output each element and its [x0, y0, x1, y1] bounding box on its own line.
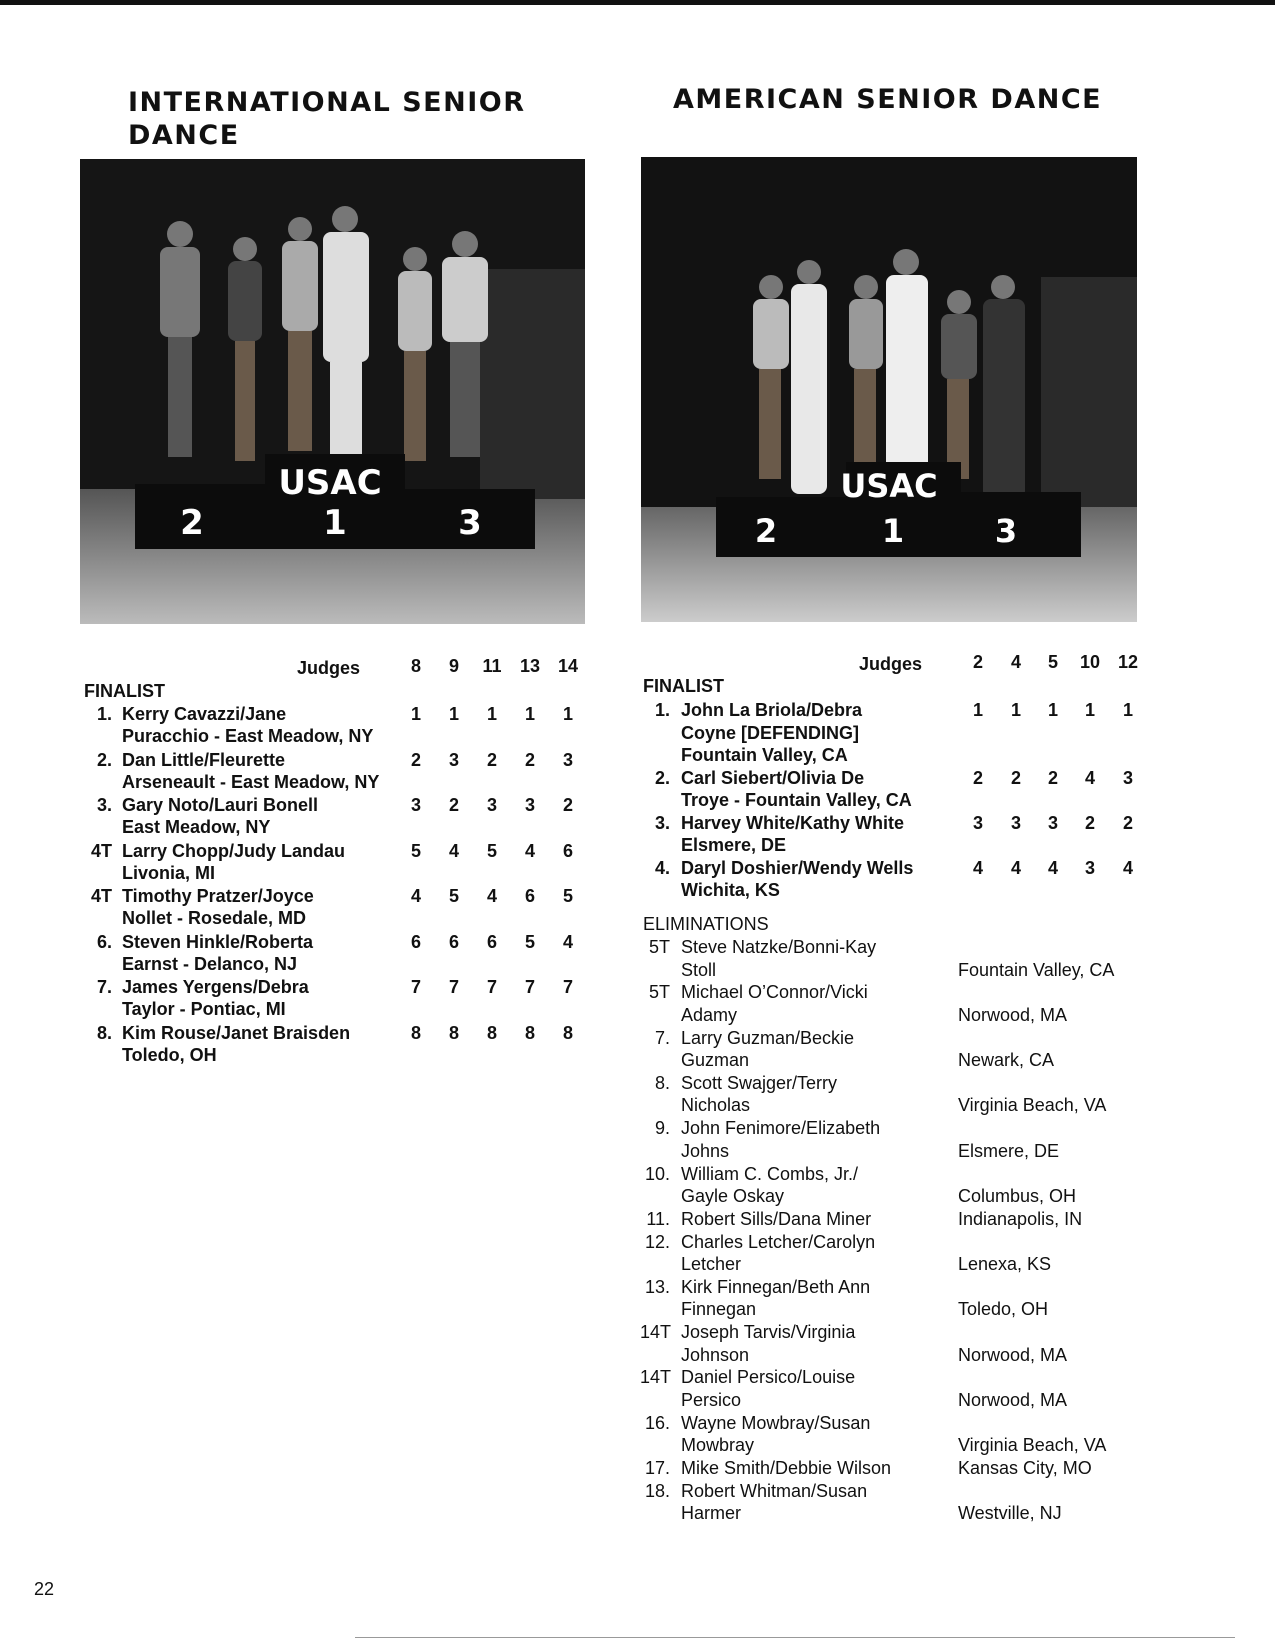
judge-score: 1: [1010, 700, 1021, 720]
judge-score: 1: [524, 704, 535, 724]
title-line-2: DANCE: [128, 120, 240, 151]
elimination-city: Newark, CA: [958, 1050, 1055, 1071]
judge-score: 8: [524, 1022, 535, 1043]
podium-place-1: 1: [323, 503, 347, 543]
finalist-heading-left: FINALIST: [84, 681, 165, 701]
elimination-row: [0, 1231, 1052, 1276]
judge-score: 4: [1047, 857, 1058, 878]
podium-photo-international: [80, 159, 585, 624]
elimination-rank: 18.: [644, 1480, 670, 1501]
elimination-row: [0, 1457, 1092, 1480]
elimination-row: [0, 1366, 1068, 1411]
judge-number: 5: [1047, 652, 1058, 672]
elimination-names-cont: Stoll: [681, 959, 717, 980]
elimination-rank: 14T: [640, 1367, 672, 1388]
elimination-row: [0, 1480, 1062, 1525]
finalist-names: Timothy Pratzer/Joyce: [122, 886, 314, 906]
elimination-names: John Fenimore/Elizabeth: [681, 1118, 881, 1139]
elimination-row: [0, 1117, 1060, 1162]
elimination-names-cont: Johnson: [681, 1344, 750, 1365]
judge-score: 2: [562, 795, 573, 815]
judge-number: 14: [557, 656, 579, 676]
judge-score: 8: [486, 1022, 497, 1043]
judge-score: 7: [486, 977, 497, 997]
podium-label: USAC: [840, 467, 938, 505]
judge-number: 11: [482, 656, 502, 676]
elimination-row: [0, 1321, 1068, 1366]
elimination-city: Westville, NJ: [958, 1503, 1062, 1524]
judge-score: 4: [410, 886, 421, 906]
finalist-rank: 3.: [96, 795, 112, 815]
eliminations-heading: ELIMINATIONS: [643, 914, 769, 934]
judge-score: 5: [486, 840, 497, 861]
finalist-rank: 6.: [96, 931, 112, 952]
judge-score: 6: [524, 886, 535, 906]
elimination-rank: 14T: [640, 1322, 672, 1343]
bottom-rule: [355, 1637, 1235, 1638]
elimination-city: Fountain Valley, CA: [958, 959, 1115, 980]
title-line-1: INTERNATIONAL SENIOR: [128, 87, 526, 118]
finalist-names: James Yergens/Debra: [122, 977, 309, 997]
judge-score: 3: [410, 795, 421, 815]
judge-score: 6: [486, 931, 497, 952]
judge-number: 12: [1117, 652, 1139, 672]
elimination-city: Toledo, OH: [958, 1299, 1049, 1320]
elimination-rank: 7.: [654, 1027, 670, 1048]
finalist-detail: Taylor - Pontiac, MI: [122, 999, 286, 1019]
elimination-names: Charles Letcher/Carolyn: [681, 1231, 876, 1252]
elimination-names-cont: Mowbray: [681, 1435, 755, 1456]
judge-score: 2: [1010, 767, 1021, 788]
judge-score: 4: [1084, 767, 1095, 788]
judge-score: 3: [1047, 812, 1058, 833]
finalist-detail: Nollet - Rosedale, MD: [122, 908, 307, 928]
judge-score: 4: [562, 931, 573, 952]
elimination-city: Norwood, MA: [958, 1004, 1068, 1025]
top-rule: [0, 0, 1275, 5]
elimination-city: Indianapolis, IN: [958, 1208, 1083, 1229]
elimination-row: [0, 1412, 1107, 1457]
elimination-city: Norwood, MA: [958, 1389, 1068, 1410]
podium-place-3: 3: [458, 503, 482, 543]
finalist-rank: 7.: [96, 977, 112, 997]
elimination-city: Virginia Beach, VA: [958, 1095, 1107, 1116]
elimination-names-cont: Adamy: [681, 1004, 738, 1025]
judge-number: 9: [448, 656, 459, 676]
elimination-row: [0, 1276, 1049, 1321]
judge-score: 2: [1047, 767, 1058, 788]
finalist-rank: 4T: [90, 886, 112, 906]
judge-score: 1: [1122, 700, 1133, 720]
elimination-rank: 13.: [644, 1276, 670, 1297]
finalist-rank: 4.: [654, 857, 670, 878]
judge-number: 4: [1010, 652, 1021, 672]
judge-score: 5: [410, 840, 421, 861]
judges-label-left: Judges: [297, 658, 361, 678]
finalist-detail: Coyne [DEFENDING]: [681, 722, 860, 743]
elimination-names: Robert Whitman/Susan: [681, 1480, 868, 1501]
judge-score: 1: [1047, 700, 1058, 720]
finalist-names: Carl Siebert/Olivia De: [681, 767, 865, 788]
finalist-names: Kim Rouse/Janet Braisden: [122, 1022, 351, 1043]
judge-score: 5: [562, 886, 573, 906]
judge-score: 7: [410, 977, 421, 997]
elimination-names: Scott Swajger/Terry: [681, 1072, 838, 1093]
elimination-city: Lenexa, KS: [958, 1254, 1052, 1275]
judge-score: 7: [524, 977, 535, 997]
elimination-names-cont: Nicholas: [681, 1095, 751, 1116]
judge-score: 1: [972, 700, 983, 720]
judge-score: 3: [1084, 857, 1095, 878]
judges-label-right: Judges: [859, 654, 923, 674]
section-title-american: AMERICAN SENIOR DANCE: [673, 84, 1103, 115]
judge-score: 4: [972, 857, 983, 878]
judge-score: 4: [486, 886, 497, 906]
finalist-detail: Elsmere, DE: [681, 835, 787, 855]
judge-number: 8: [410, 656, 421, 676]
judge-score: 3: [486, 795, 497, 815]
finalist-detail: Livonia, MI: [122, 862, 216, 883]
finalist-rank: 4T: [90, 840, 112, 861]
judge-score: 2: [448, 795, 459, 815]
judge-score: 3: [972, 812, 983, 833]
podium-label: USAC: [278, 463, 382, 503]
judge-score: 4: [1010, 857, 1021, 878]
finalist-names: Harvey White/Kathy White: [681, 812, 905, 833]
judge-score: 2: [1084, 812, 1095, 833]
judge-score: 2: [1122, 812, 1133, 833]
judge-number: 10: [1079, 652, 1101, 672]
finalist-detail: Toledo, OH: [122, 1044, 217, 1065]
elimination-names-cont: Gayle Oskay: [681, 1186, 785, 1207]
finalist-rank: 2.: [96, 749, 112, 770]
elimination-city: Columbus, OH: [958, 1186, 1077, 1207]
elimination-names: Robert Sills/Dana Miner: [681, 1208, 872, 1229]
judge-score: 4: [1122, 857, 1133, 878]
podium-place-2: 2: [180, 503, 204, 543]
finalist-detail: Wichita, KS: [681, 880, 780, 900]
elimination-names: Mike Smith/Debbie Wilson: [681, 1458, 892, 1478]
finalist-rank: 2.: [654, 767, 670, 788]
judge-score: 5: [524, 931, 535, 952]
judge-score: 1: [410, 704, 421, 724]
judge-score: 5: [448, 886, 459, 906]
photo-art: [641, 157, 1137, 622]
judge-score: 4: [524, 840, 535, 861]
elimination-rank: 5T: [648, 937, 670, 957]
elimination-city: Kansas City, MO: [958, 1458, 1092, 1478]
elimination-names: William C. Combs, Jr./: [681, 1163, 859, 1184]
elimination-names: Wayne Mowbray/Susan: [681, 1412, 871, 1433]
elimination-names-cont: Persico: [681, 1389, 742, 1410]
judge-number: 2: [972, 652, 983, 672]
finalist-names: Larry Chopp/Judy Landau: [122, 840, 346, 861]
elimination-rank: 9.: [654, 1118, 670, 1139]
judge-score: 7: [448, 977, 459, 997]
judge-score: 3: [1122, 767, 1133, 788]
photo-art: [80, 159, 585, 624]
elimination-rank: 11.: [646, 1208, 670, 1229]
elimination-city: Elsmere, DE: [958, 1140, 1060, 1161]
finalist-rank: 3.: [654, 812, 670, 833]
judge-score: 8: [410, 1022, 421, 1043]
section-title-international: [128, 86, 525, 152]
finalist-detail: Arseneault - East Meadow, NY: [122, 771, 380, 792]
finalist-detail: Puracchio - East Meadow, NY: [122, 726, 374, 746]
finalist-heading-right: FINALIST: [643, 676, 724, 696]
judge-score: 1: [562, 704, 573, 724]
judge-score: 1: [1084, 700, 1095, 720]
judge-score: 1: [448, 704, 459, 724]
finalist-names: Kerry Cavazzi/Jane: [122, 704, 287, 724]
elimination-names: Michael O’Connor/Vicki: [681, 982, 868, 1003]
podium-photo-american: [641, 157, 1137, 622]
finalist-rank: 8.: [96, 1022, 112, 1043]
page-number: 22: [34, 1579, 55, 1599]
judge-score: 3: [562, 749, 573, 770]
finalist-names: Daryl Doshier/Wendy Wells: [681, 857, 914, 878]
elimination-row: [0, 1208, 1083, 1231]
judge-score: 6: [410, 931, 421, 952]
finalist-names: John La Briola/Debra: [681, 700, 863, 720]
elimination-names-cont: Guzman: [681, 1050, 750, 1071]
elimination-rank: 5T: [648, 982, 670, 1003]
judge-score: 8: [448, 1022, 459, 1043]
elimination-names-cont: Johns: [681, 1140, 730, 1161]
judge-score: 2: [486, 749, 497, 770]
judge-score: 3: [524, 795, 535, 815]
judge-score: 6: [562, 840, 573, 861]
elimination-names: Steve Natzke/Bonni-Kay: [681, 937, 877, 957]
finalist-rank: 1.: [96, 704, 112, 724]
elimination-names: Kirk Finnegan/Beth Ann: [681, 1276, 871, 1297]
finalist-detail: Troye - Fountain Valley, CA: [681, 790, 912, 810]
podium-place-3: 3: [994, 512, 1018, 550]
elimination-names-cont: Harmer: [681, 1503, 742, 1524]
elimination-names: Joseph Tarvis/Virginia: [681, 1322, 856, 1343]
judge-score: 4: [448, 840, 459, 861]
finalist-detail: Fountain Valley, CA: [681, 745, 848, 765]
judge-score: 7: [562, 977, 573, 997]
judge-score: 2: [524, 749, 535, 770]
finalist-names: Steven Hinkle/Roberta: [122, 931, 314, 952]
elimination-rank: 17.: [644, 1458, 670, 1478]
judge-score: 3: [448, 749, 459, 770]
elimination-rank: 12.: [644, 1231, 670, 1252]
elimination-rank: 10.: [644, 1163, 670, 1184]
elimination-row: [0, 1163, 1077, 1208]
elimination-rank: 8.: [654, 1072, 670, 1093]
judge-score: 2: [410, 749, 421, 770]
podium-place-2: 2: [754, 512, 778, 550]
finalist-names: Gary Noto/Lauri Bonell: [122, 795, 319, 815]
elimination-city: Virginia Beach, VA: [958, 1435, 1107, 1456]
judge-number: 13: [519, 656, 541, 676]
elimination-names-cont: Letcher: [681, 1254, 742, 1275]
finalist-detail: East Meadow, NY: [122, 817, 271, 837]
elimination-rank: 16.: [644, 1412, 670, 1433]
finalist-detail: Earnst - Delanco, NJ: [122, 953, 298, 974]
judge-score: 2: [972, 767, 983, 788]
elimination-names: Daniel Persico/Louise: [681, 1367, 856, 1388]
elimination-city: Norwood, MA: [958, 1344, 1068, 1365]
judge-score: 8: [562, 1022, 573, 1043]
elimination-names-cont: Finnegan: [681, 1299, 757, 1320]
judge-score: 3: [1010, 812, 1021, 833]
elimination-row: [0, 1072, 1107, 1117]
finalist-rank: 1.: [654, 700, 670, 720]
judge-score: 6: [448, 931, 459, 952]
elimination-names: Larry Guzman/Beckie: [681, 1027, 855, 1048]
podium-place-1: 1: [881, 512, 905, 550]
finalist-names: Dan Little/Fleurette: [122, 749, 286, 770]
judge-score: 1: [486, 704, 497, 724]
